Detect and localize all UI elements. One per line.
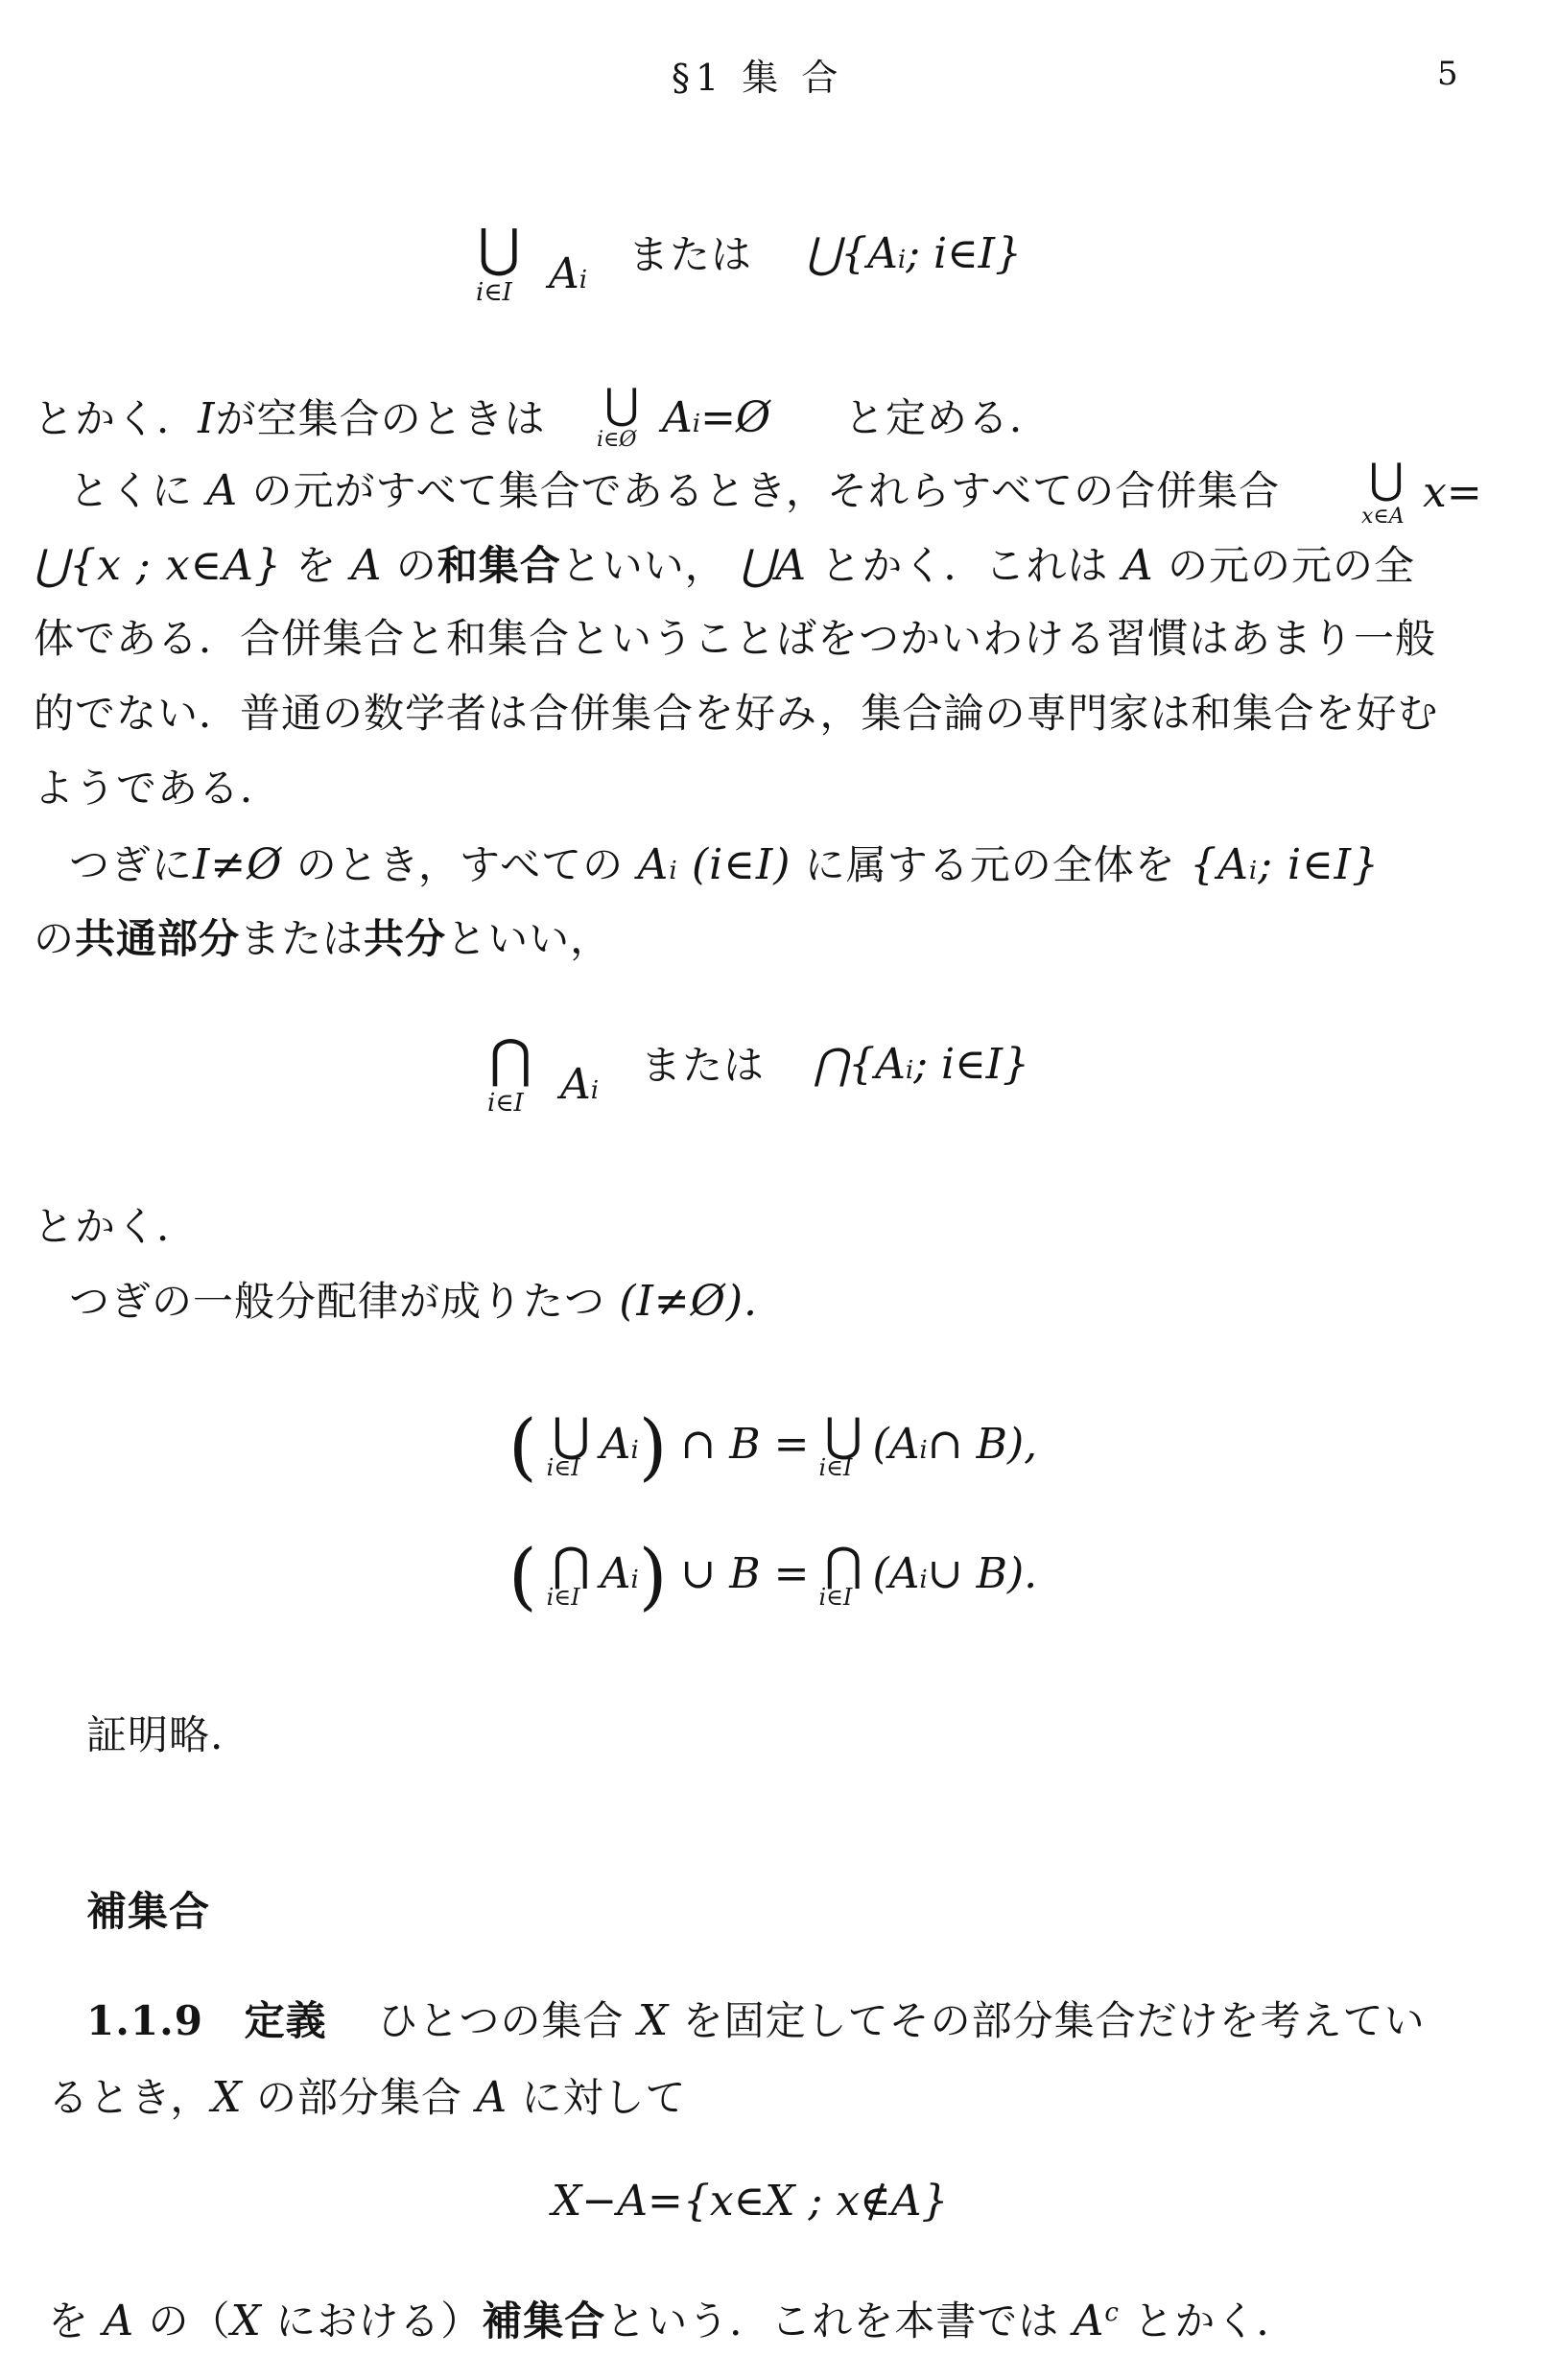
- eq1-right-paren: ): [638, 1403, 668, 1489]
- para3-l2-c: または: [240, 915, 365, 962]
- eq1-union-index-2: i∈I: [818, 1454, 853, 1481]
- para3-l2-a: の: [34, 915, 76, 962]
- para4-condition: (I≠Ø).: [619, 1277, 759, 1326]
- eq2-intersection-index: i∈I: [546, 1584, 580, 1611]
- eq1-body-sub: i: [630, 1436, 639, 1465]
- para2-l2-b: を: [295, 542, 338, 589]
- eq2-rhs-end: ∪ B).: [927, 1549, 1038, 1598]
- para3-l1-c: のとき，すべての: [295, 841, 625, 888]
- eq1-body: A: [600, 1420, 631, 1469]
- para2-line1: [69, 466, 1281, 515]
- para1-var-i: I: [198, 394, 216, 443]
- term-intersection: 共通部分: [75, 915, 241, 962]
- definition-var-x: X: [637, 1996, 670, 2045]
- para2-l2-var-a2: A: [1122, 541, 1154, 590]
- eq2-intersection-index-2: i∈I: [818, 1584, 853, 1611]
- term-common-part: 共分: [364, 915, 447, 962]
- para2-l2-d: の: [395, 542, 437, 589]
- para1-line: [34, 394, 546, 443]
- distributive-equation-1: [508, 1403, 1038, 1489]
- eq1-rhs-sub: i: [919, 1436, 928, 1465]
- definition-var-x2: X: [211, 2073, 243, 2122]
- para3-l1-f: に属する元の全体を: [804, 841, 1176, 888]
- final-e: における）: [275, 2298, 483, 2345]
- eq2-middle: ∪ B =: [680, 1549, 810, 1598]
- para2-union-a: ⋃A: [740, 541, 808, 590]
- para1-text-a: とかく．: [34, 395, 199, 442]
- para3-l1-a: つぎに: [69, 841, 194, 888]
- eq1-union-index: i∈I: [546, 1454, 580, 1481]
- para3-i-in-i: (i∈I): [692, 840, 791, 889]
- final-var-a2: A: [1073, 2297, 1105, 2345]
- distributive-equation-2: [508, 1533, 1038, 1618]
- running-header: §1 集 合: [672, 57, 844, 99]
- para2-union-x: [1361, 455, 1482, 529]
- para2-l2-var-a: A: [350, 541, 383, 590]
- subsection-title: 補集合: [86, 1888, 211, 1935]
- intersection-set-end: ; i∈I}: [913, 1040, 1030, 1089]
- para2-l1-a: とくに: [69, 467, 194, 514]
- para1-equals-empty: =Ø: [700, 393, 771, 442]
- eq2-intersection-symbol-2: ⋂: [824, 1538, 862, 1591]
- eq2-rhs-sub: i: [919, 1566, 928, 1594]
- para3-set-end: ; i∈I}: [1258, 840, 1381, 889]
- final-a: を: [48, 2298, 90, 2345]
- term-sum-set: 和集合: [437, 542, 561, 589]
- definition-l2-a: るとき，: [48, 2074, 212, 2121]
- eq1-middle: ∩ B =: [680, 1420, 810, 1469]
- eq1-union-symbol: ⋃: [552, 1408, 591, 1462]
- complement-formula: X−A={x∈X ; x∉A}: [552, 2177, 949, 2226]
- final-c: の（: [148, 2298, 231, 2345]
- page-number: 5: [1437, 55, 1459, 93]
- union-notation-formula: [476, 218, 588, 307]
- para2-line4: 的でない．普通の数学者は合併集合を好み，集合論の専門家は和集合を好む: [34, 690, 1439, 737]
- para2-union-index: x∈A: [1361, 505, 1405, 529]
- final-i: とかく．: [1133, 2298, 1298, 2345]
- para1-union-index: i∈Ø: [597, 428, 637, 452]
- intersection-set-sub: i: [905, 1056, 914, 1085]
- para1-union-symbol: ⋃: [604, 380, 640, 429]
- definition-l2-c: の部分集合: [256, 2074, 463, 2121]
- para4-line1: とかく．: [34, 1203, 199, 1250]
- union-set-subscript: i: [897, 246, 907, 274]
- eq2-intersection-symbol: ⋂: [552, 1538, 591, 1591]
- union-body-subscript: i: [579, 266, 588, 295]
- eq2-body-sub: i: [630, 1566, 639, 1594]
- intersection-index: i∈I: [487, 1089, 524, 1118]
- eq1-rhs-end: ∩ B),: [927, 1420, 1038, 1469]
- union-or-text: または: [628, 231, 753, 278]
- eq1-left-paren: (: [508, 1403, 537, 1489]
- para1-a: A: [662, 393, 693, 442]
- para2-union-symbol: ⋃: [1369, 455, 1405, 504]
- definition-l1-a: ひとつの集合: [377, 1997, 625, 2044]
- intersection-body-sub: i: [590, 1076, 600, 1105]
- para4-line2: [69, 1277, 759, 1326]
- para1-empty-union: [597, 380, 771, 452]
- final-var-a: A: [103, 2297, 135, 2345]
- para2-l1-var-a: A: [206, 466, 239, 515]
- para2-union-set: ⋃{x ; x∈A}: [34, 541, 282, 590]
- final-g: という．これを本書では: [605, 2298, 1060, 2345]
- final-line: [48, 2297, 1298, 2345]
- union-set-notation: [806, 229, 1023, 278]
- para2-line5: ようである．: [34, 765, 282, 812]
- para3-line2: [34, 915, 612, 962]
- definition-var-a: A: [476, 2073, 508, 2122]
- eq1-rhs-start: (A: [872, 1420, 920, 1469]
- final-var-x: X: [230, 2297, 262, 2345]
- intersection-set-start: ⋂{A: [814, 1040, 906, 1089]
- intersection-or-text: または: [641, 1042, 766, 1089]
- proof-omitted: 証明略.: [86, 1711, 224, 1758]
- definition-l1-c: を固定してその部分集合だけを考えてい: [682, 1997, 1426, 2044]
- para2-l2-j: の元の元の全: [1168, 542, 1416, 589]
- union-set-start: ⋃{A: [806, 229, 898, 278]
- eq2-body: A: [600, 1549, 631, 1598]
- para1-a-sub: i: [692, 410, 701, 438]
- para4-distributive-intro: つぎの一般分配律が成りたつ: [69, 1278, 606, 1325]
- para1-text-f: と定める．: [844, 394, 1051, 441]
- definition-l2-e: に対して: [521, 2074, 687, 2121]
- eq2-rhs-start: (A: [872, 1549, 920, 1598]
- para3-set-start: {A: [1190, 840, 1249, 889]
- para2-l2-f: といい，: [560, 542, 726, 589]
- eq2-right-paren: ): [638, 1533, 668, 1618]
- big-intersection-symbol: ⋂: [489, 1028, 532, 1089]
- para2-x-equals: x=: [1423, 468, 1482, 517]
- para2-l2-h: とかく．これは: [820, 542, 1109, 589]
- para3-line1: [69, 840, 1381, 889]
- definition-line2: [48, 2073, 687, 2122]
- eq1-union-symbol-2: ⋃: [824, 1408, 862, 1462]
- union-body: A: [549, 249, 579, 298]
- big-union-symbol: ⋃: [478, 218, 521, 278]
- para3-l2-e: といい，: [446, 915, 612, 962]
- para2-line2: [34, 541, 1416, 590]
- term-complement: 補集合: [482, 2298, 606, 2345]
- intersection-body: A: [560, 1060, 591, 1109]
- para3-a: A: [637, 840, 670, 889]
- intersection-notation-formula: [487, 1028, 600, 1118]
- para3-a-sub: i: [669, 857, 678, 885]
- union-set-end: ; i∈I}: [906, 229, 1023, 278]
- definition-line1: [86, 1996, 1426, 2045]
- intersection-set-notation: [814, 1040, 1030, 1089]
- para3-i-noneq-empty: I≠Ø: [193, 840, 283, 889]
- definition-number: 1.1.9: [86, 1997, 203, 2044]
- para1-text-c: が空集合のときは: [215, 395, 546, 442]
- union-index: i∈I: [476, 278, 512, 307]
- final-superscript-c: c: [1104, 2298, 1120, 2327]
- definition-label: 定義: [244, 1997, 327, 2044]
- para3-set-sub: i: [1248, 857, 1259, 885]
- para2-l1-c: の元がすべて集合であるとき，それらすべての合併集合: [251, 467, 1281, 514]
- para2-line3: 体である．合併集合と和集合ということばをつかいわける習慣はあまり一般: [34, 615, 1437, 662]
- eq2-left-paren: (: [508, 1533, 537, 1618]
